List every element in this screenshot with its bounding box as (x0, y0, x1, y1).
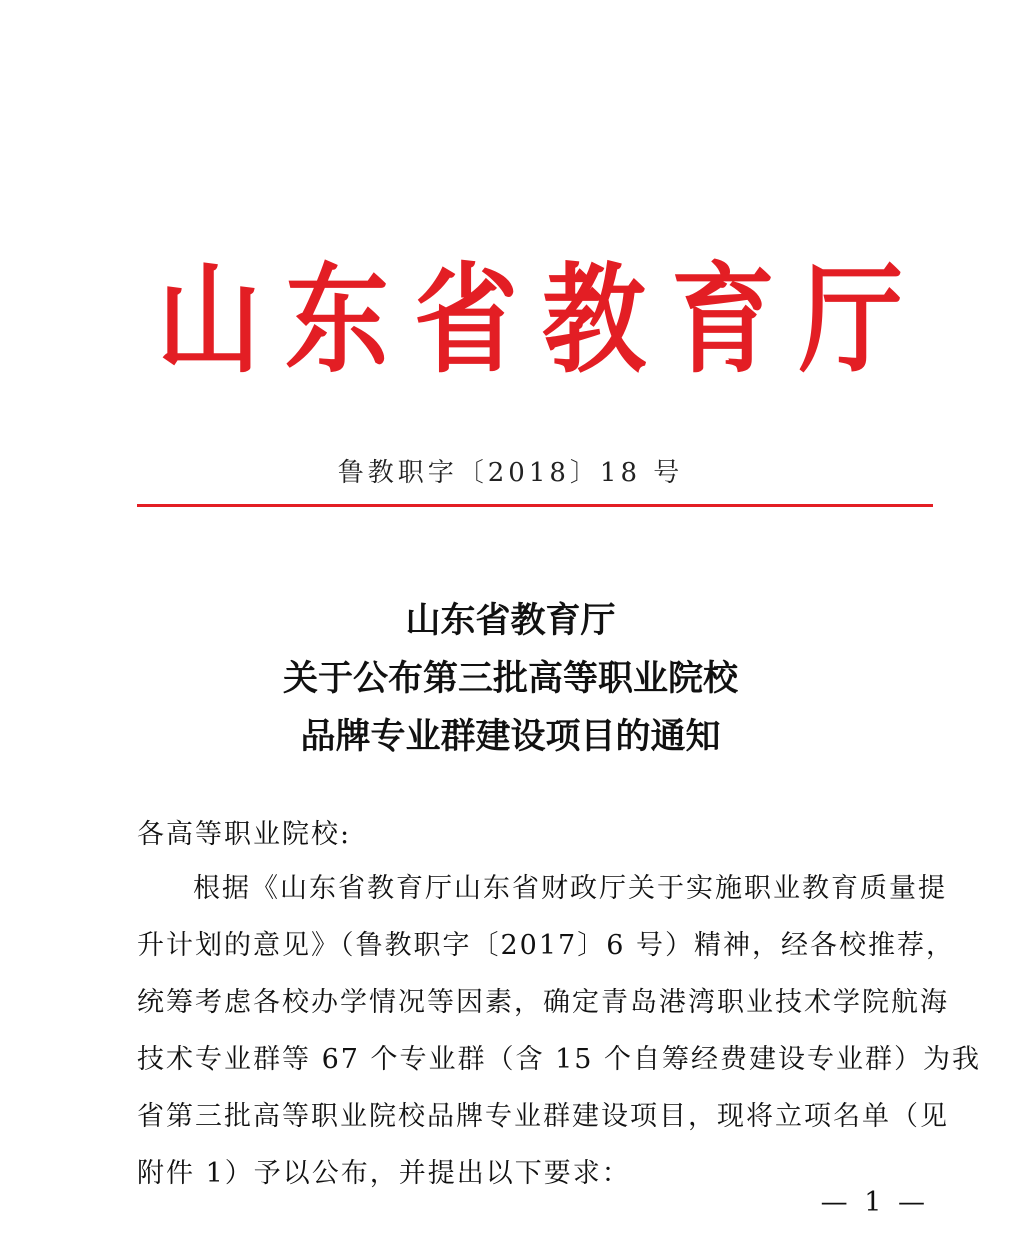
body-line: 省第三批高等职业院校品牌专业群建设项目，现将立项名单（见 (137, 1101, 949, 1132)
header-char: 省 (413, 251, 518, 389)
body-line: 根据《山东省教育厅山东省财政厅关于实施职业教育质量提 (193, 873, 947, 904)
body-line: 技术专业群等 67 个专业群（含 15 个自筹经费建设专业群）为我 (137, 1044, 982, 1075)
title-line-3: 品牌专业群建设项目的通知 (300, 717, 721, 757)
header-char: 东 (285, 251, 390, 389)
header-char: 育 (670, 251, 775, 389)
red-divider-line (137, 504, 933, 507)
header-char: 教 (542, 251, 647, 389)
issuing-authority-header (150, 240, 910, 400)
title-line-1: 山东省教育厅 (405, 601, 616, 641)
body-line: 附件 1）予以公布，并提出以下要求： (137, 1158, 631, 1189)
body-line: 升计划的意见》（鲁教职字〔2017〕6 号）精神，经各校推荐， (137, 930, 955, 961)
header-char: 山 (157, 251, 261, 389)
body-paragraph (137, 860, 982, 1202)
title-line-2: 关于公布第三批高等职业院校 (282, 659, 738, 699)
document-number: 鲁教职字〔2018〕18 号 (337, 458, 684, 488)
body-line: 统筹考虑各校办学情况等因素，确定青岛港湾职业技术学院航海 (137, 987, 949, 1018)
document-title (0, 592, 1021, 766)
header-char: 厅 (799, 251, 903, 389)
page-number: — 1 — (820, 1187, 929, 1218)
salutation: 各高等职业院校: (137, 819, 352, 850)
